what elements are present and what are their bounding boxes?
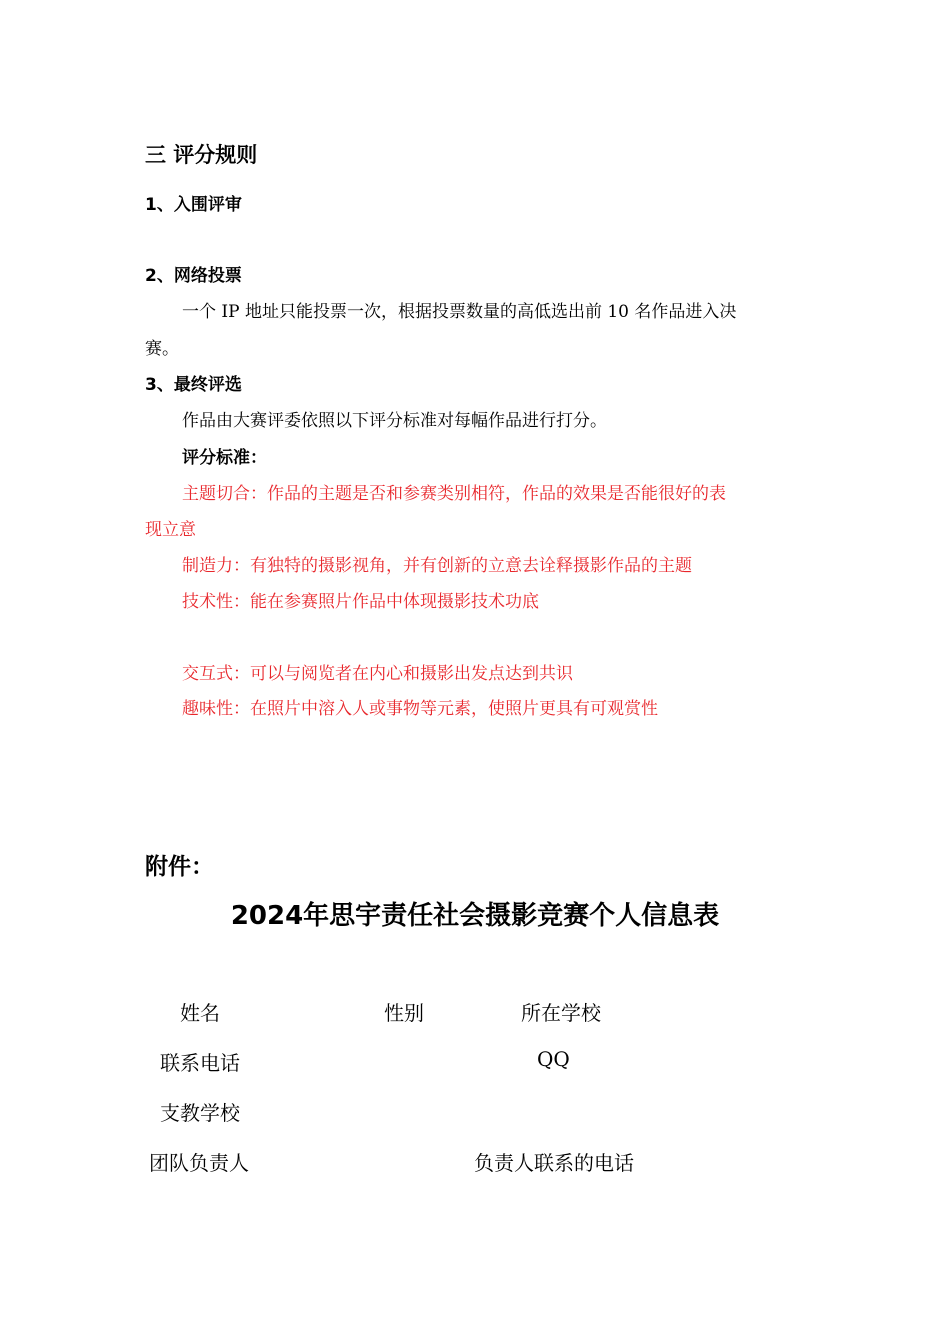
field-name-label: 姓名	[180, 1001, 220, 1025]
criteria-theme-line2: 现立意	[145, 520, 196, 540]
criteria-technique: 技术性：能在参赛照片作品中体现摄影技术功底	[182, 592, 539, 612]
field-teaching-school-label: 支教学校	[160, 1101, 240, 1125]
annex-label: 附件：	[145, 854, 214, 880]
field-gender-label: 性别	[384, 1001, 424, 1025]
field-team-leader-label: 团队负责人	[149, 1151, 249, 1175]
criteria-interest: 趣味性：在照片中溶入人或事物等元素，使照片更具有可观赏性	[182, 699, 658, 719]
item3-heading: 3、最终评选	[145, 375, 242, 395]
field-leader-phone-label: 负责人联系的电话	[474, 1151, 634, 1175]
item2-text-line2: 赛。	[145, 339, 179, 359]
item2-heading: 2、网络投票	[145, 266, 242, 286]
item2-text-line1: 一个 IP 地址只能投票一次，根据投票数量的高低选出前 10 名作品进入决	[182, 302, 737, 322]
section-title: 三 评分规则	[145, 143, 258, 167]
criteria-creativity: 制造力：有独特的摄影视角，并有创新的立意去诠释摄影作品的主题	[182, 556, 692, 576]
field-qq-label: QQ	[537, 1047, 570, 1071]
item1-heading: 1、入围评审	[145, 195, 242, 215]
field-school-label: 所在学校	[521, 1001, 601, 1025]
field-phone-label: 联系电话	[160, 1051, 240, 1075]
item3-text: 作品由大赛评委依照以下评分标准对每幅作品进行打分。	[182, 411, 607, 431]
form-title: 2024年思宇责任社会摄影竞赛个人信息表	[230, 901, 720, 931]
criteria-heading: 评分标准：	[182, 448, 267, 468]
criteria-theme-line1: 主题切合：作品的主题是否和参赛类别相符，作品的效果是否能很好的表	[182, 484, 726, 504]
criteria-interaction: 交互式：可以与阅览者在内心和摄影出发点达到共识	[182, 664, 573, 684]
